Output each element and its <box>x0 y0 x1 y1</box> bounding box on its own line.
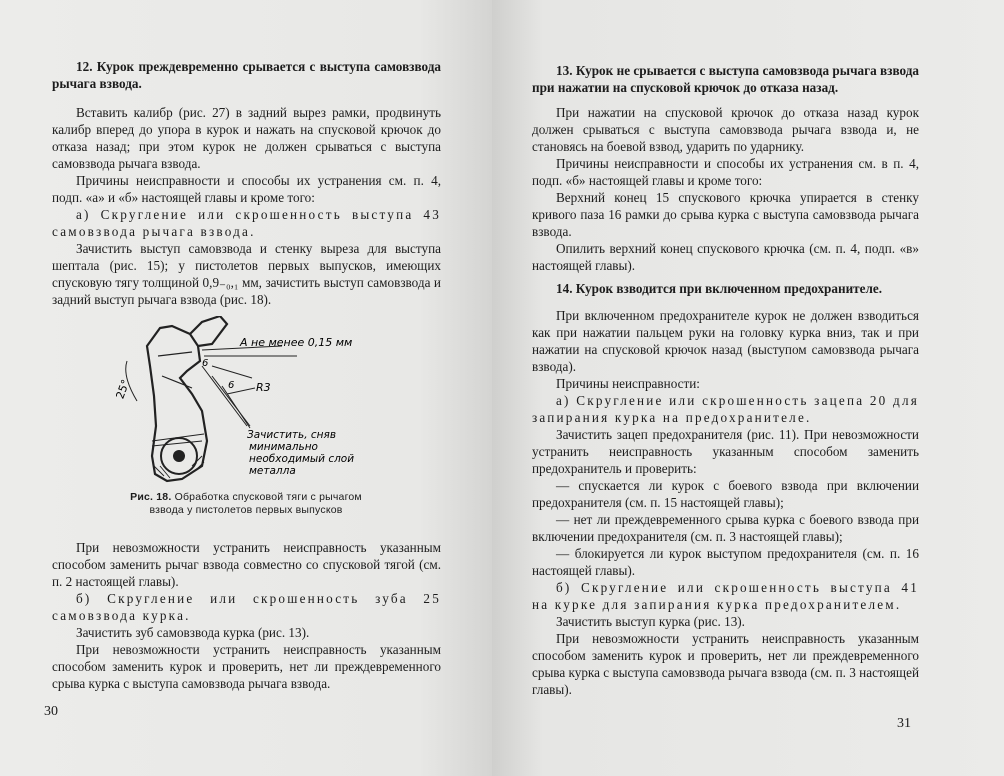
right-page <box>492 0 1004 776</box>
left-page <box>0 0 492 776</box>
figure-18 <box>52 316 441 491</box>
section-13-heading: 13. Курок не срывается с выступа самовзвода рычага взвода при нажатии на спусковой крючок до отказа назад. <box>532 63 919 95</box>
note-label: Зачистить, сняв <box>247 429 337 441</box>
caption-number: Рис. 18. <box>130 491 172 503</box>
paragraph: При невозможности устранить неисправность указанным способом заменить курок и проверить, нет ли преждевременного срыва курка с выступа самовзвода рычага взвода (см. п. 3 настоящей главы). <box>532 631 919 697</box>
paragraph: Зачистить зуб самовзвода курка (рис. 13). <box>76 625 310 640</box>
paragraph: Причины неисправности и способы их устранения см. п. 4, подп. «а» и «б» настоящей главы и кроме того: <box>52 173 441 205</box>
paragraph: Опилить верхний конец спускового крючка (см. п. 4, подп. «в» настоящей главы). <box>532 241 919 273</box>
paragraph: Вставить калибр (рис. 27) в задний вырез рамки, продвинуть калибр вперед до упора в курок и нажать на спусковой крючок до отказа назад; при этом курок не должен срываться с выступа самовзвода рычага взвода. <box>52 105 441 171</box>
paragraph: а) Скругление или скрошенность выступа 43 самовзвода рычага взвода. <box>52 207 441 239</box>
paragraph: Верхний конец 15 спускового крючка упирается в стенку кривого паза 16 рамки до срыва курка с выступа самовзвода рычага взвода. <box>532 190 919 239</box>
page-number: 31 <box>897 716 911 731</box>
trigger-rod-drawing <box>52 316 441 491</box>
paragraph: б) Скругление или скрошенность зуба 25 самовзвода курка. <box>52 591 441 623</box>
note-label: необходимый слой <box>249 453 355 465</box>
note-label: металла <box>249 465 296 477</box>
section-12-heading: 12. Курок преждевременно срывается с выступа самовзвода рычага взвода. <box>52 59 441 91</box>
figure-caption <box>128 491 364 517</box>
caption-text: Обработка спусковой тяги с рычагом взвода у пистолетов первых выпусков <box>149 491 362 516</box>
paragraph: Причины неисправности и способы их устранения см. в п. 4, подп. «б» настоящей главы и кроме того: <box>532 156 919 188</box>
paragraph: — спускается ли курок с боевого взвода при включении предохранителя (см. п. 15 настоящей главы); <box>532 478 919 510</box>
paragraph: При невозможности устранить неисправность указанным способом заменить курок и проверить, нет ли преждевременного срыва курка с выступа самовзвода рычага взвода. <box>52 642 441 691</box>
dimension-label: 6 <box>228 380 235 391</box>
paragraph: Зачистить выступ самовзвода и стенку выреза для выступа шептала (рис. 15); у пистолетов первых выпусков, имеющих спусковую тягу толщиной 0,9₋₀,₁ мм, зачистить выступ самовзвода и задний выступ рычага взвода (рис. 18). <box>52 241 441 307</box>
left-column <box>52 58 441 692</box>
right-column <box>532 62 919 698</box>
paragraph: Зачистить выступ курка (рис. 13). <box>556 614 745 629</box>
page-number: 30 <box>44 704 58 719</box>
radius-label: R3 <box>256 381 271 394</box>
paragraph: При включенном предохранителе курок не должен взводиться как при нажатии пальцем руки на головку курка вниз, так и при нажатии на спусковой крючок назад (выступом самовзвода рычага взвода). <box>532 308 919 374</box>
paragraph: Причины неисправности: <box>556 376 700 391</box>
angle-label: 25° <box>113 377 133 401</box>
section-14-heading: 14. Курок взводится при включенном предохранителе. <box>556 281 883 296</box>
paragraph: При нажатии на спусковой крючок до отказа назад курок должен срываться с выступа самовзвода рычага взвода и, не становясь на боевой взвод, ударить по ударнику. <box>532 105 919 154</box>
paragraph: а) Скругление или скрошенность зацепа 20 для запирания курка на предохранителе. <box>532 393 919 425</box>
dimension-label: А не менее 0,15 мм <box>240 336 353 349</box>
paragraph: Зачистить зацеп предохранителя (рис. 11). При невозможности устранить неисправность указанным способом заменить предохранитель и проверить: <box>532 427 919 476</box>
paragraph: — блокируется ли курок выступом предохранителя (см. п. 16 настоящей главы). <box>532 546 919 578</box>
paragraph: При невозможности устранить неисправность указанным способом заменить рычаг взвода совместно со спусковой тягой (см. п. 2 настоящей главы). <box>52 540 441 589</box>
note-label: минимально <box>249 441 318 453</box>
dimension-label: 6 <box>202 358 209 369</box>
paragraph: б) Скругление или скрошенность выступа 41 на курке для запирания курка предохранителем. <box>532 580 919 612</box>
paragraph: — нет ли преждевременного срыва курка с боевого взвода при включении предохранителя (см. п. 3 настоящей главы); <box>532 512 919 544</box>
